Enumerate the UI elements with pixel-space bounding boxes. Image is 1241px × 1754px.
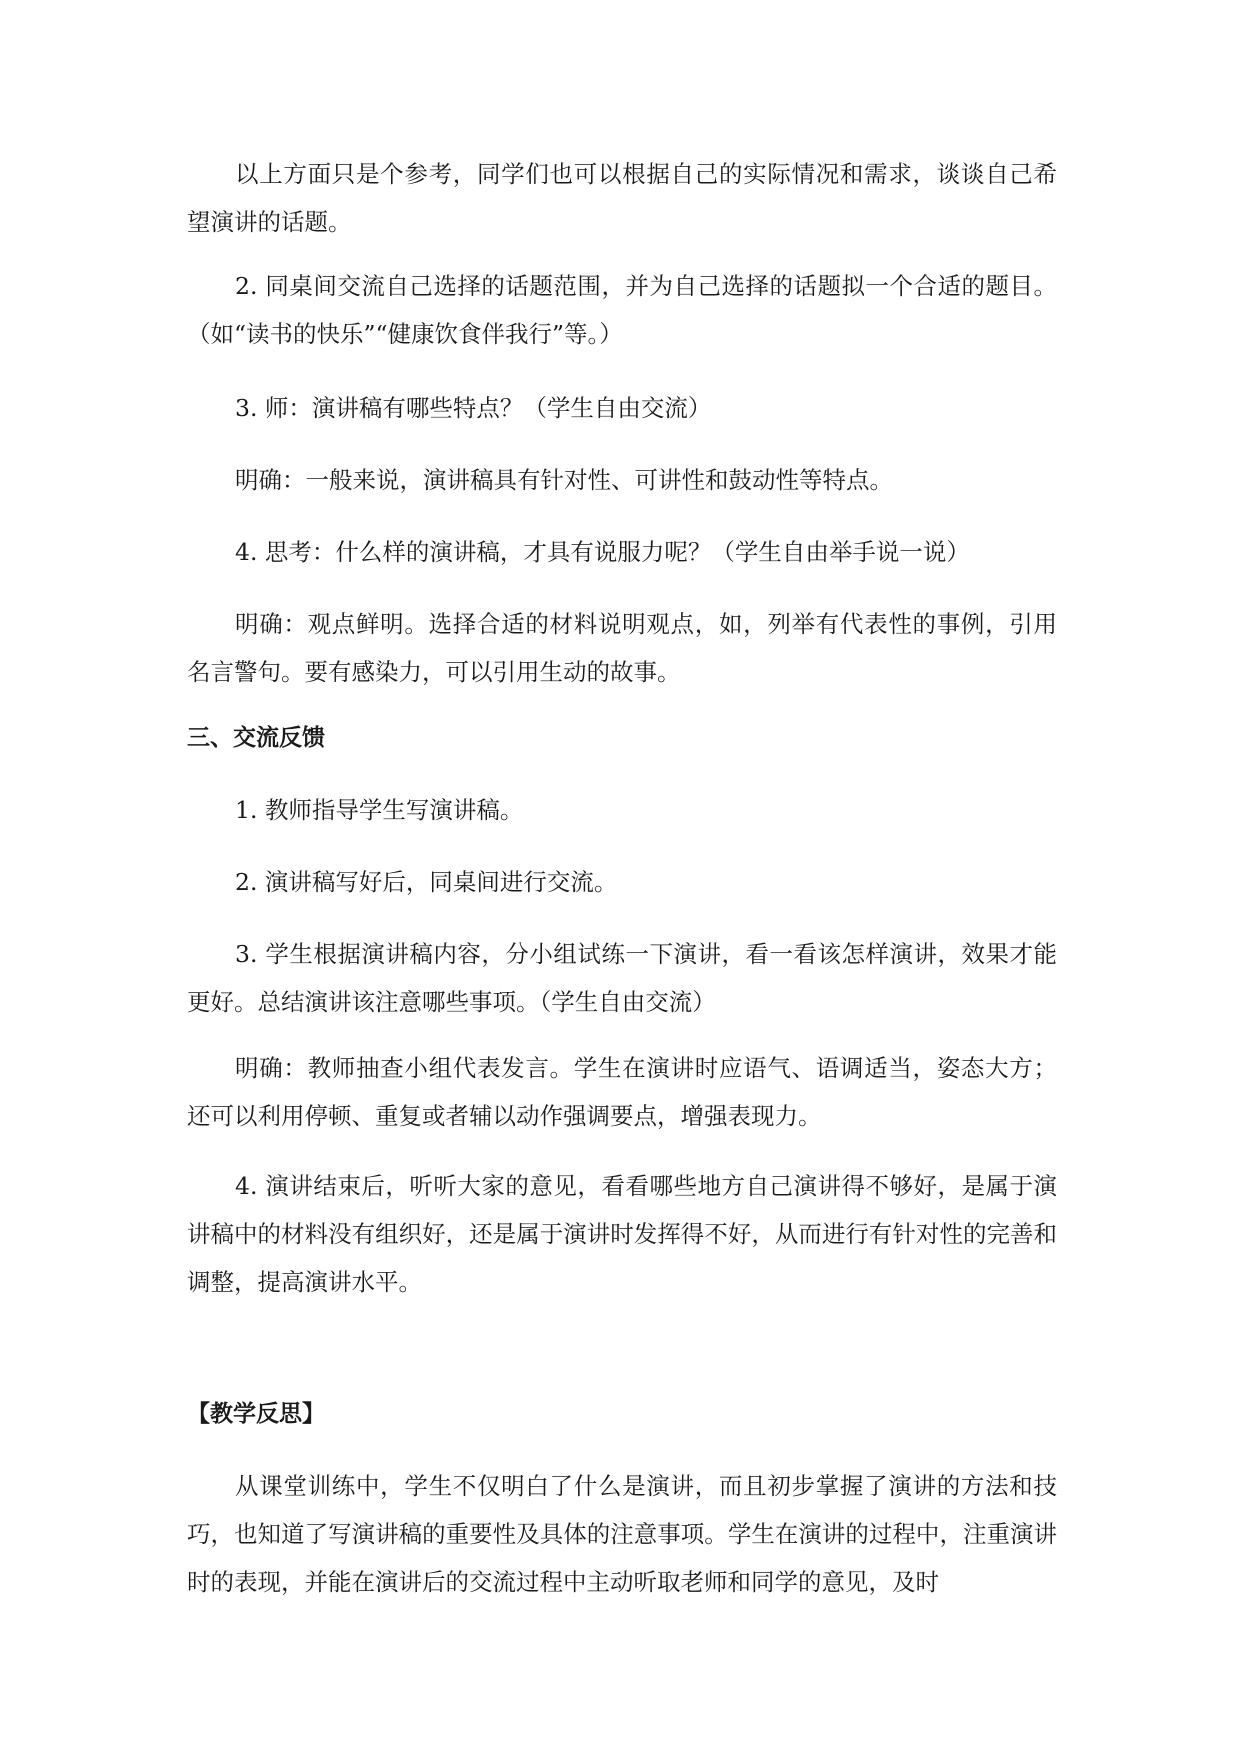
- paragraph-reflection: 从课堂训练中，学生不仅明白了什么是演讲，而且初步掌握了演讲的方法和技巧，也知道了写演讲稿的重要性及具体的注意事项。学生在演讲的过程中，注重演讲时的表现，并能在演讲后的交流过程中主动听取老师和同学的意见，及时: [187, 1472, 1057, 1596]
- paragraph-clarify-delivery: 明确：教师抽查小组代表发言。学生在演讲时应语气、语调适当，姿态大方；还可以利用停顿、重复或者辅以动作强调要点，增强表现力。: [187, 1054, 1057, 1130]
- paragraph-step-4-persuasive: 4. 思考：什么样的演讲稿，才具有说服力呢？（学生自由举手说一说）: [235, 538, 970, 566]
- paragraph-feedback-4: 4. 演讲结束后，听听大家的意见，看看哪些地方自己演讲得不够好，是属于演讲稿中的材料没有组织好，还是属于演讲时发挥得不好，从而进行有针对性的完善和调整，提高演讲水平。: [187, 1172, 1057, 1296]
- paragraph-feedback-2: 2. 演讲稿写好后，同桌间进行交流。: [235, 868, 618, 896]
- paragraph-clarify-features: 明确：一般来说，演讲稿具有针对性、可讲性和鼓动性等特点。: [235, 466, 893, 494]
- paragraph-feedback-3: 3. 学生根据演讲稿内容，分小组试练一下演讲，看一看该怎样演讲，效果才能更好。总结演讲该注意哪些事项。（学生自由交流）: [187, 940, 1057, 1016]
- section-heading-feedback: 三、交流反馈: [187, 725, 325, 751]
- paragraph-step-2-topic-title: 2. 同桌间交流自己选择的话题范围，并为自己选择的话题拟一个合适的题目。（如“读书的快乐”“健康饮食伴我行”等。）: [187, 272, 1057, 348]
- paragraph-topic-reference: 以上方面只是个参考，同学们也可以根据自己的实际情况和需求，谈谈自己希望演讲的话题。: [187, 160, 1057, 236]
- section-heading-reflection: 【教学反思】: [187, 1401, 325, 1427]
- paragraph-feedback-1: 1. 教师指导学生写演讲稿。: [235, 796, 524, 824]
- paragraph-step-3-speech-features: 3. 师：演讲稿有哪些特点？（学生自由交流）: [235, 394, 712, 422]
- paragraph-clarify-persuasive: 明确：观点鲜明。选择合适的材料说明观点，如，列举有代表性的事例，引用名言警句。要有感染力，可以引用生动的故事。: [187, 610, 1057, 686]
